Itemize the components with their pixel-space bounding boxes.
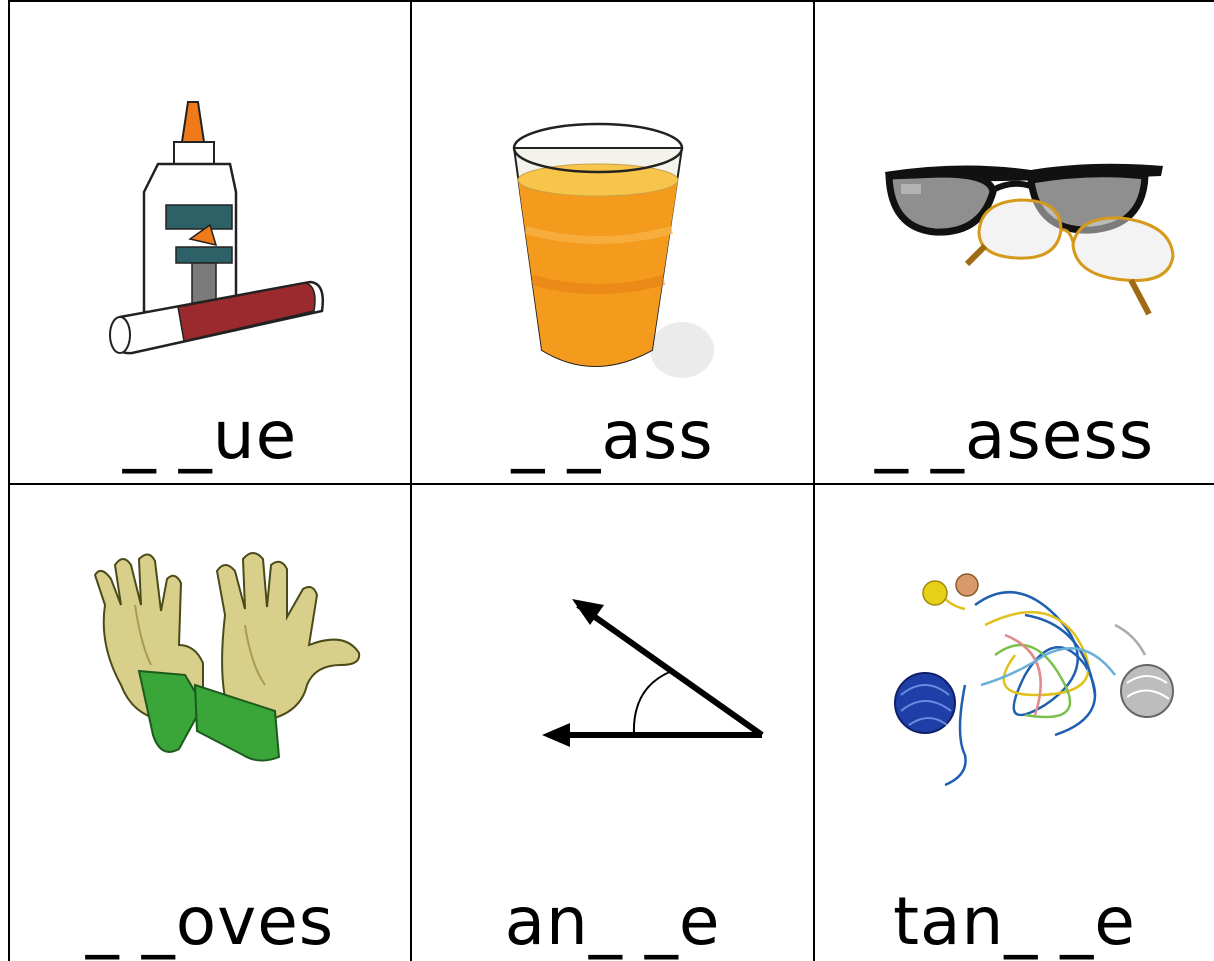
card-glue — [10, 2, 412, 485]
glass-icon — [502, 110, 742, 395]
card-tangle — [815, 485, 1214, 961]
card-word: _ _asess — [874, 397, 1155, 474]
card-grid — [10, 2, 1214, 961]
card-glass — [412, 2, 815, 485]
gloves-icon — [75, 535, 365, 765]
worksheet — [8, 0, 1214, 961]
card-word: _ _ue — [122, 397, 298, 474]
glue-icon — [100, 97, 340, 377]
card-word: _ _oves — [85, 883, 335, 960]
glasses-icon — [881, 152, 1191, 322]
card-gloves — [10, 485, 412, 961]
card-word: tan_ _e — [893, 883, 1136, 960]
tangle-icon — [885, 565, 1185, 795]
angle-icon — [532, 585, 772, 765]
card-glasses — [815, 2, 1214, 485]
card-word: an_ _e — [504, 883, 721, 960]
card-angle — [412, 485, 815, 961]
card-word: _ _ass — [511, 397, 714, 474]
